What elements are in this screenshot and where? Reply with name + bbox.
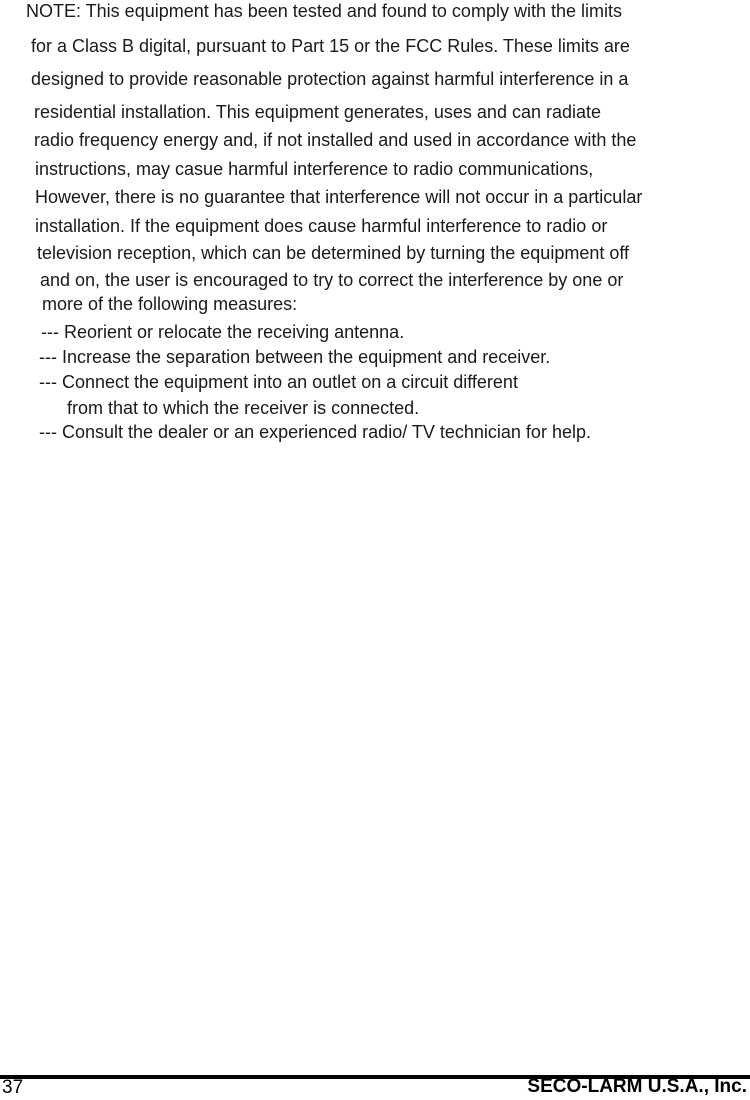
notice-line: instructions, may casue harmful interference to radio communications, [35,159,594,179]
measure-item: --- Connect the equipment into an outlet on a circuit different [39,372,518,392]
notice-line: more of the following measures: [42,294,298,314]
measure-item: --- Increase the separation between the equipment and receiver. [39,347,551,367]
notice-line: designed to provide reasonable protection against harmful interference in a [31,69,629,89]
notice-line: NOTE: This equipment has been tested and found to comply with the limits [26,1,622,21]
notice-line: for a Class B digital, pursuant to Part 15 or the FCC Rules. These limits are [31,36,630,56]
notice-line: and on, the user is encouraged to try to correct the interference by one or [40,270,624,290]
notice-line: However, there is no guarantee that interference will not occur in a particular [35,187,643,207]
company-name: SECO-LARM U.S.A., Inc. [527,1076,747,1097]
measure-item-continued: from that to which the receiver is connected. [67,398,420,418]
notice-line: installation. If the equipment does cause harmful interference to radio or [35,216,608,236]
notice-line: residential installation. This equipment generates, uses and can radiate [34,102,602,122]
measure-item: --- Consult the dealer or an experienced radio/ TV technician for help. [39,422,591,442]
notice-line: radio frequency energy and, if not installed and used in accordance with the [34,130,637,150]
notice-line: television reception, which can be determined by turning the equipment off [37,243,630,263]
measure-item: --- Reorient or relocate the receiving antenna. [41,322,405,342]
page-number: 37 [2,1077,24,1098]
